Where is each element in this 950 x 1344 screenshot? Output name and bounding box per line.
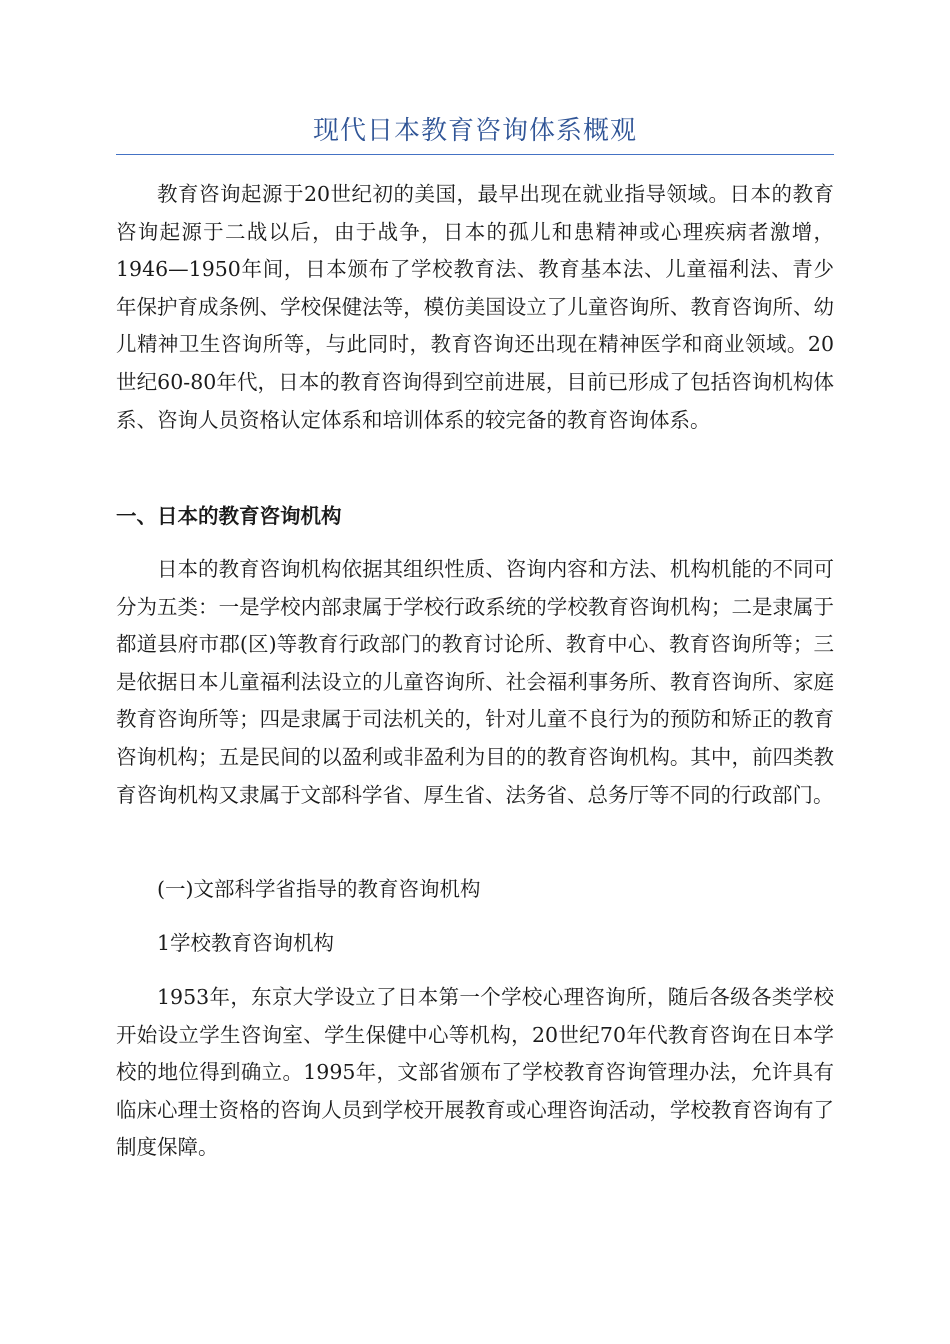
institutions-paragraph: 日本的教育咨询机构依据其组织性质、咨询内容和方法、机构机能的不同可分为五类：一是学校内部隶属于学校行政系统的学校教育咨询机构；二是隶属于都道县府市郡(区)等教育行政部门的教育讨论所、教育中心、教育咨询所等；三是依据日本儿童福利法设立的儿童咨询所、社会福利事务所、教育咨询所、家庭教育咨询所等；四是隶属于司法机关的，针对儿童不良行为的预防和矫正的教育咨询机构；五是民间的以盈利或非盈利为目的的教育咨询机构。其中，前四类教育咨询机构又隶属于文部科学省、厚生省、法务省、总务厅等不同的行政部门。 [116,557,834,807]
section-heading: 一、日本的教育咨询机构 [116,504,342,528]
subsection-heading: (一)文部科学省指导的教育咨询机构 [157,877,481,901]
title-underline [116,154,834,155]
school-counseling-paragraph: 1953年，东京大学设立了日本第一个学校心理咨询所，随后各级各类学校开始设立学生咨询室、学生保健中心等机构，20世纪70年代教育咨询在日本学校的地位得到确立。1995年，文部省颁布了学校教育咨询管理办法，允许具有临床心理士资格的咨询人员到学校开展教育或心理咨询活动，学校教育咨询有了制度保障。 [116,985,834,1160]
document-title: 现代日本教育咨询体系概观 [312,116,637,146]
intro-paragraph: 教育咨询起源于20世纪初的美国，最早出现在就业指导领域。日本的教育咨询起源于二战以后，由于战争，日本的孤儿和患精神或心理疾病者激增，1946—1950年间，日本颁布了学校教育法、教育基本法、儿童福利法、青少年保护育成条例、学校保健法等，模仿美国设立了儿童咨询所、教育咨询所、幼儿精神卫生咨询所等，与此同时，教育咨询还出现在精神医学和商业领域。20世纪60-80年代，日本的教育咨询得到空前进展，目前已形成了包括咨询机构体系、咨询人员资格认定体系和培训体系的较完备的教育咨询体系。 [116,182,834,432]
subsubsection-heading: 1学校教育咨询机构 [157,931,335,955]
